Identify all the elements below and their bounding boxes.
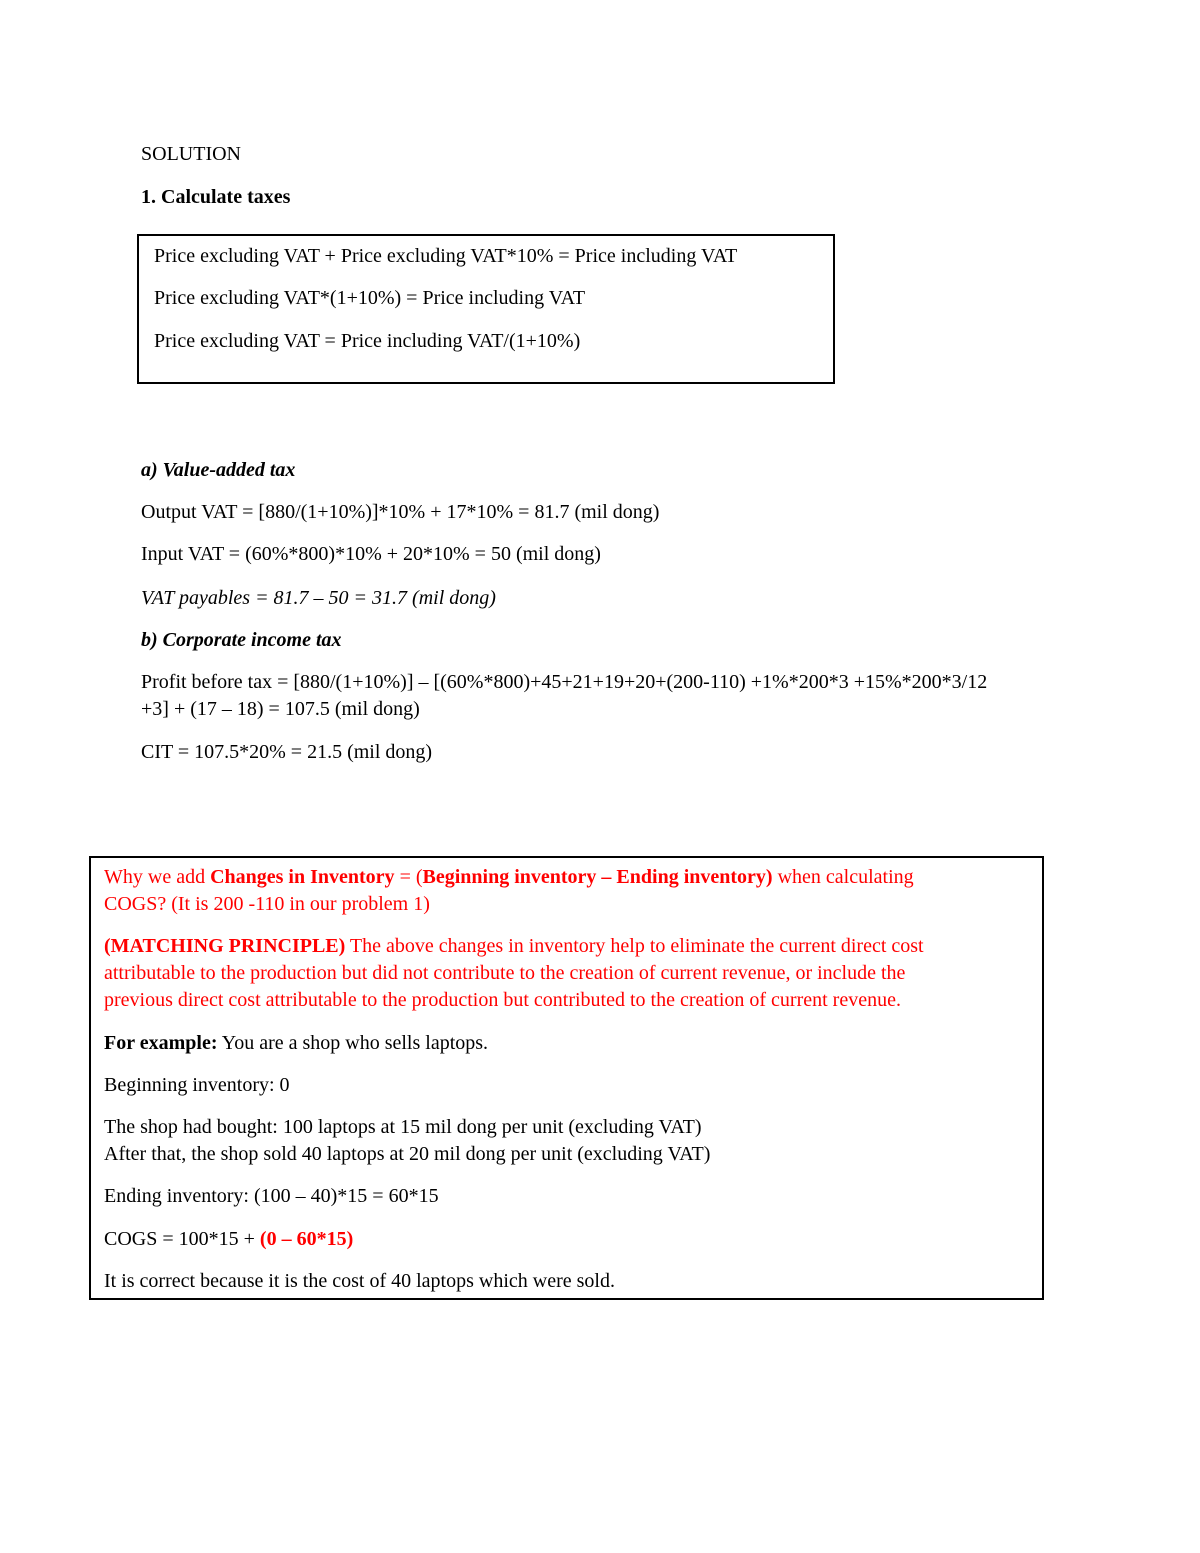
section-title-calculate-taxes: 1. Calculate taxes bbox=[141, 186, 291, 208]
example-text: You are a shop who sells laptops. bbox=[217, 1032, 489, 1054]
vat-payable-line: VAT payables = 81.7 – 50 = 31.7 (mil dong) bbox=[141, 587, 496, 609]
profit-before-tax-line-1: Profit before tax = [880/(1+10%)] – [(60%*800)+45+21+19+20+(200-110) +1%*200*3 +15%*200*3/12 bbox=[141, 671, 988, 693]
matching-principle-line-2: attributable to the production but did not contribute to the creation of current revenue, or include the bbox=[104, 962, 906, 984]
inventory-difference-term: Beginning inventory – Ending inventory) bbox=[422, 866, 773, 888]
bought-line: The shop had bought: 100 laptops at 15 mil dong per unit (excluding VAT) bbox=[104, 1116, 702, 1138]
changes-in-inventory-term: Changes in Inventory bbox=[210, 866, 395, 888]
formula-line-1: Price excluding VAT + Price excluding VAT*10% = Price including VAT bbox=[154, 245, 738, 267]
matching-principle-term: (MATCHING PRINCIPLE) bbox=[104, 935, 346, 957]
vat-title: a) Value-added tax bbox=[141, 459, 296, 481]
beginning-inventory-line: Beginning inventory: 0 bbox=[104, 1074, 290, 1096]
matching-principle-text-1: The above changes in inventory help to eliminate the current direct cost bbox=[345, 935, 924, 957]
formula-line-3: Price excluding VAT = Price including VAT/(1+10%) bbox=[154, 330, 581, 352]
ending-inventory-line: Ending inventory: (100 – 40)*15 = 60*15 bbox=[104, 1185, 439, 1207]
cogs-adjustment: (0 – 60*15) bbox=[259, 1228, 354, 1250]
cit-title: b) Corporate income tax bbox=[141, 629, 342, 651]
note-question-line-2: COGS? (It is 200 -110 in our problem 1) bbox=[104, 893, 430, 915]
example-label: For example: bbox=[104, 1032, 218, 1054]
cit-line: CIT = 107.5*20% = 21.5 (mil dong) bbox=[141, 741, 433, 763]
note-question-text-3: when calculating bbox=[772, 866, 914, 888]
note-question-text-2: = ( bbox=[394, 866, 423, 888]
matching-principle-line-3: previous direct cost attributable to the production but contributed to the creation of current revenue. bbox=[104, 989, 901, 1011]
profit-before-tax-line-2: +3] + (17 – 18) = 107.5 (mil dong) bbox=[141, 698, 420, 720]
note-question-text-1: Why we add bbox=[104, 866, 211, 888]
formula-line-2: Price excluding VAT*(1+10%) = Price including VAT bbox=[154, 287, 586, 309]
sold-line: After that, the shop sold 40 laptops at 20 mil dong per unit (excluding VAT) bbox=[104, 1143, 711, 1165]
solution-heading: SOLUTION bbox=[141, 143, 241, 165]
input-vat-line: Input VAT = (60%*800)*10% + 20*10% = 50 (mil dong) bbox=[141, 543, 601, 565]
output-vat-line: Output VAT = [880/(1+10%)]*10% + 17*10% = 81.7 (mil dong) bbox=[141, 501, 660, 523]
example-line bbox=[104, 1030, 488, 1056]
matching-principle-line-1 bbox=[104, 933, 924, 959]
conclusion-line: It is correct because it is the cost of 40 laptops which were sold. bbox=[104, 1270, 615, 1292]
note-question-line-1 bbox=[104, 864, 914, 890]
cogs-line bbox=[104, 1226, 353, 1252]
cogs-prefix: COGS = 100*15 + bbox=[104, 1228, 260, 1250]
